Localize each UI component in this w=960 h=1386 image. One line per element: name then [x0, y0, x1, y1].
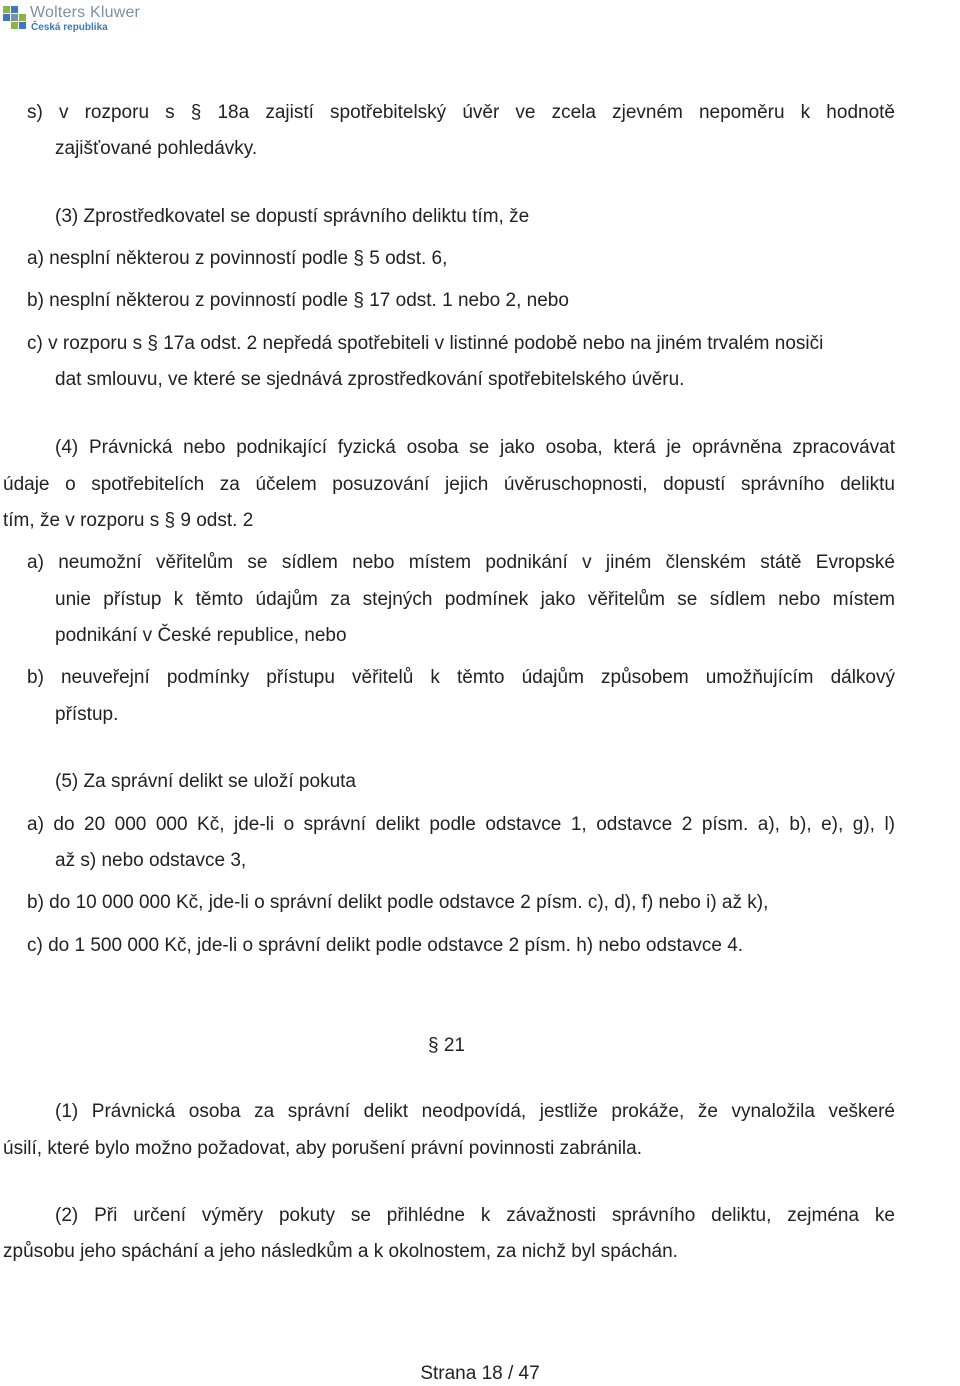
brand-subtitle: Česká republika [31, 22, 108, 33]
text-line: b) do 10 000 000 Kč, jde-li o správní delikt podle odstavce 2 písm. c), d), f) nebo i) až k), [27, 892, 769, 913]
text-line: tím, že v rozporu s § 9 odst. 2 [3, 510, 254, 531]
text-line: a) neumožní věřitelům se sídlem nebo místem podnikání v jiném členském státě Evropské [27, 552, 895, 573]
text-line: přístup. [55, 704, 119, 725]
text-line: b) neuveřejní podmínky přístupu věřitelů k těmto údajům způsobem umožňujícím dálkový [27, 667, 895, 688]
text-line: unie přístup k těmto údajům za stejných podmínek jako věřitelům se sídlem nebo místem [55, 589, 895, 610]
page-number: Strana 18 / 47 [420, 1363, 540, 1384]
text-line: úsilí, které bylo možno požadovat, aby porušení právní povinnosti zabránila. [3, 1138, 642, 1159]
brand-name: Wolters Kluwer [30, 4, 141, 21]
text-line: až s) nebo odstavce 3, [55, 850, 247, 871]
text-line: (3) Zprostředkovatel se dopustí správního deliktu tím, že [55, 206, 530, 227]
text-line: s) v rozporu s § 18a zajistí spotřebitelský úvěr ve zcela zjevném nepoměru k hodnotě [27, 102, 895, 123]
brand-logo [3, 4, 140, 34]
text-line: (4) Právnická nebo podnikající fyzická osoba se jako osoba, která je oprávněna zpracovávat [55, 437, 895, 458]
text-line: c) v rozporu s § 17a odst. 2 nepředá spotřebiteli v listinné podobě nebo na jiném trvalém nosiči [27, 333, 824, 354]
text-line: dat smlouvu, ve které se sjednává zprostředkování spotřebitelského úvěru. [55, 369, 685, 390]
text-line: c) do 1 500 000 Kč, jde-li o správní delikt podle odstavce 2 písm. h) nebo odstavce 4. [27, 935, 744, 956]
text-line: zajišťované pohledávky. [55, 138, 258, 159]
text-line: (5) Za správní delikt se uloží pokuta [55, 771, 356, 792]
text-line: údaje o spotřebitelích za účelem posuzování jejich úvěruschopnosti, dopustí správního deliktu [3, 474, 895, 495]
text-line: způsobu jeho spáchání a jeho následkům a k okolnostem, za nichž byl spáchán. [3, 1241, 678, 1262]
text-line: a) do 20 000 000 Kč, jde-li o správní delikt podle odstavce 1, odstavce 2 písm. a), b), e), g), l) [27, 814, 895, 835]
text-line: a) nesplní některou z povinností podle § 5 odst. 6, [27, 248, 448, 269]
text-line: b) nesplní některou z povinností podle § 17 odst. 1 nebo 2, nebo [27, 290, 569, 311]
text-line: (1) Právnická osoba za správní delikt neodpovídá, jestliže prokáže, že vynaložila veškeré [55, 1101, 895, 1122]
text-line: (2) Při určení výměry pokuty se přihlédne k závažnosti správního deliktu, zejména ke [55, 1205, 895, 1226]
section-heading: § 21 [428, 1035, 465, 1056]
wolters-kluwer-logo-icon [3, 6, 27, 30]
text-line: podnikání v České republice, nebo [55, 625, 347, 646]
